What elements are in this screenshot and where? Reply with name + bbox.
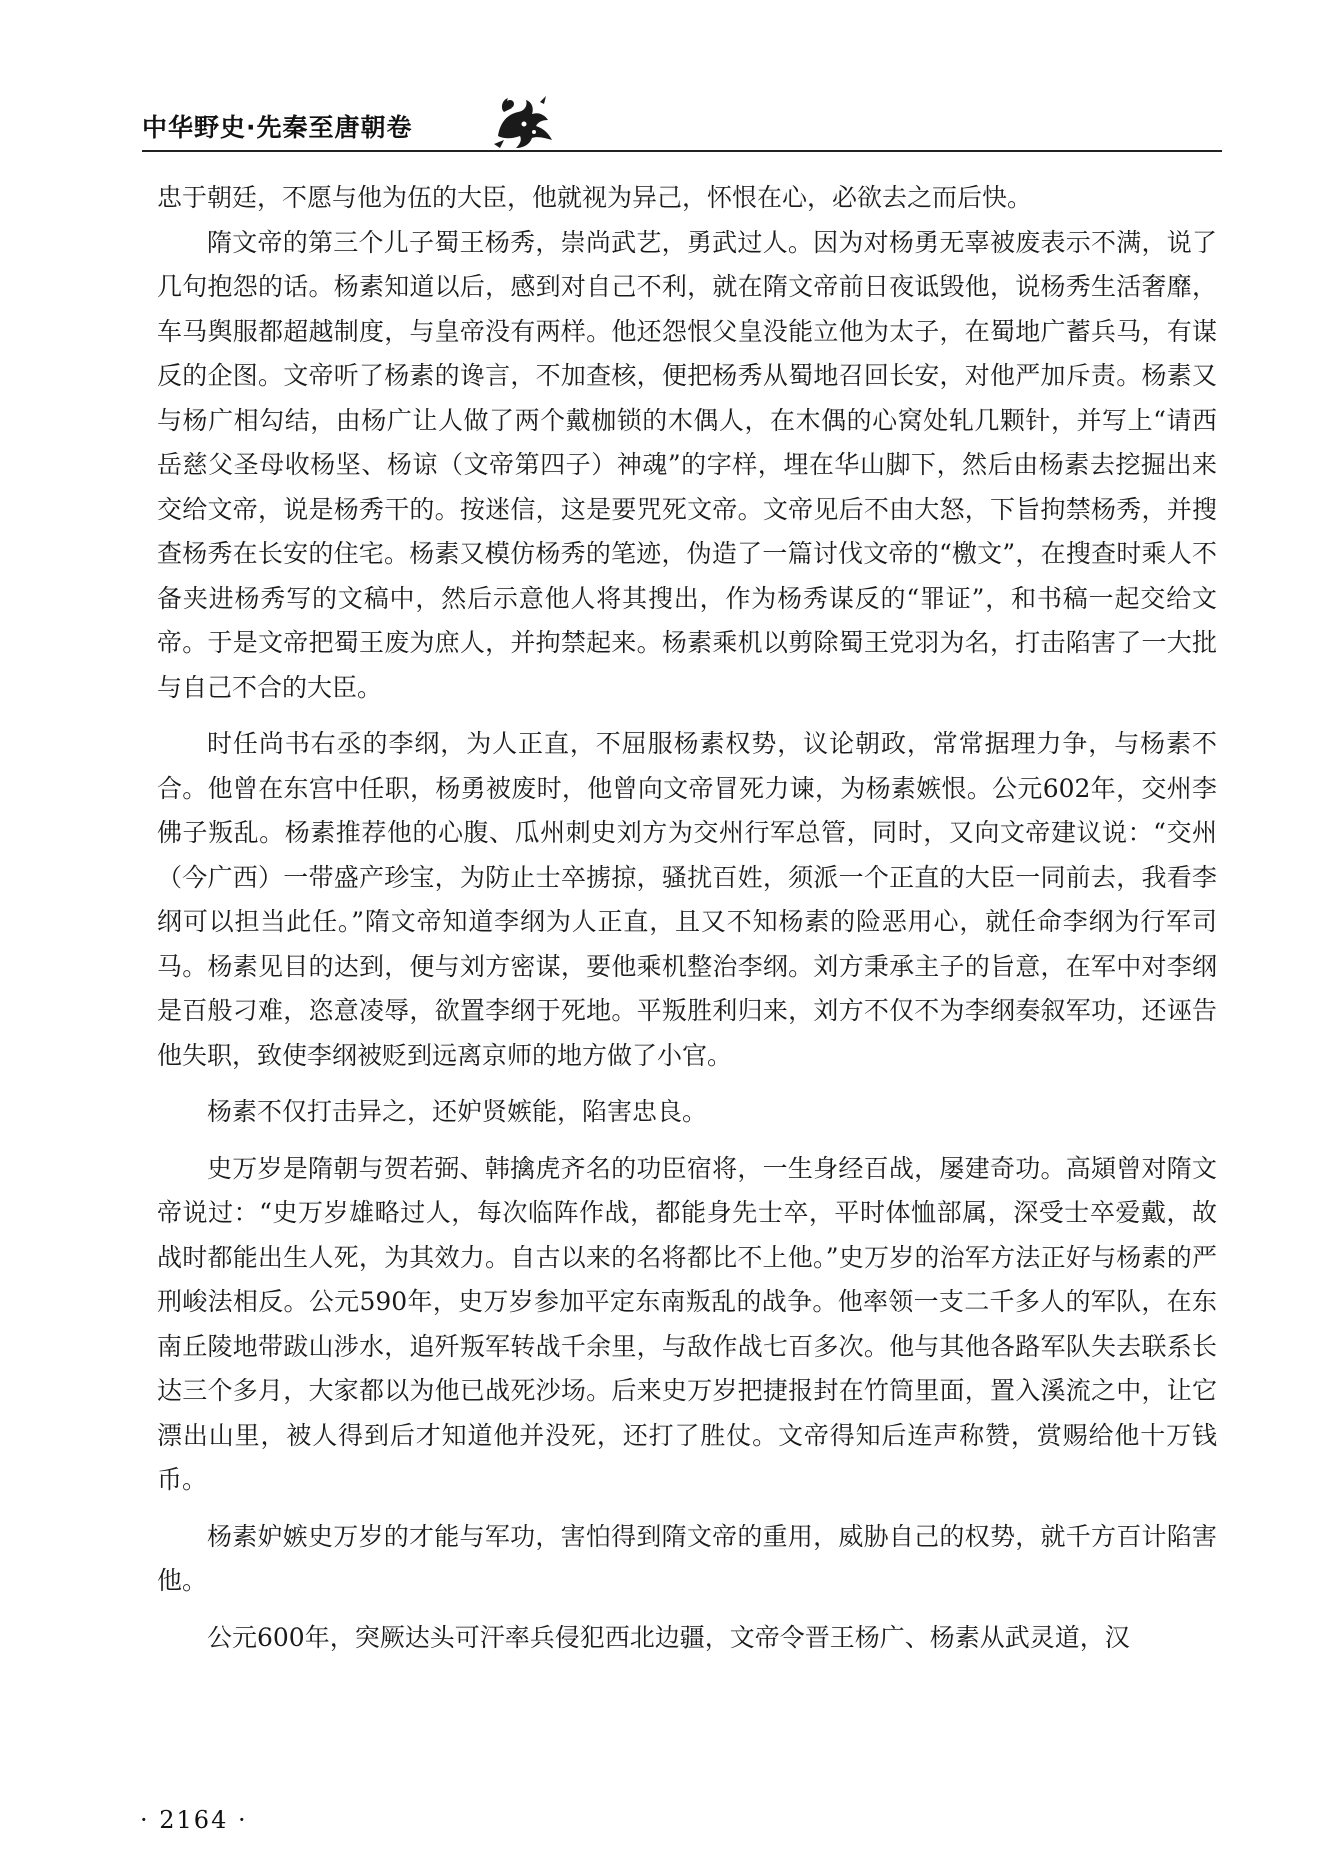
header-divider xyxy=(142,150,1222,152)
paragraph-jealousy: 杨素妒嫉史万岁的才能与军功，害怕得到隋文帝的重用，威胁自己的权势，就千方百计陷害他。 xyxy=(157,1521,1217,1595)
book-title: 中华野史·先秦至唐朝卷 xyxy=(142,113,413,142)
dragon-emblem-icon xyxy=(490,92,560,152)
paragraph-yang-xiu: 隋文帝的第三个儿子蜀王杨秀，崇尚武艺，勇武过人。因为对杨勇无辜被废表示不满，说了几句抱怨的话。杨素知道以后，感到对自己不利，就在隋文帝前日夜诋毁他，说杨秀生活奢靡，车马舆服都超越制度，与皇帝没有两样。他还怨恨父皇没能立他为太子，在蜀地广蓄兵马，有谋反的企图。文帝听了杨素的谗言，不加查核，便把杨秀从蜀地召回长安，对他严加斥责。杨素又与杨广相勾结，由杨广让人做了两个戴枷锁的木偶人，在木偶的心窝处轧几颗针，并写上“请西岳慈父圣母收杨坚、杨谅（文帝第四子）神魂”的字样，埋在华山脚下，然后由杨素去挖掘出来交给文帝，说是杨秀干的。按迷信，这是要咒死文帝。文帝见后不由大怒，下旨拘禁杨秀，并搜查杨秀在长安的住宅。杨素又模仿杨秀的笔迹，伪造了一篇讨伐文帝的“檄文”，在搜查时乘人不备夹进杨秀写的文稿中，然后示意他人将其搜出，作为杨秀谋反的“罪证”，和书稿一起交给文帝。于是文帝把蜀王废为庶人，并拘禁起来。杨素乘机以剪除蜀王党羽为名，打击陷害了一大批与自己不合的大臣。 xyxy=(157,227,1217,702)
running-header xyxy=(142,86,1222,158)
paragraph-continuation: 忠于朝廷，不愿与他为伍的大臣，他就视为异己，怀恨在心，必欲去之而后快。 xyxy=(157,183,1033,212)
page-number: · 2164 · xyxy=(140,1806,248,1834)
paragraph-summary: 杨素不仅打击异之，还妒贤嫉能，陷害忠良。 xyxy=(207,1097,708,1126)
article-body xyxy=(157,176,1217,1660)
paragraph-shi-wansui: 史万岁是隋朝与贺若弼、韩擒虎齐名的功臣宿将，一生身经百战，屡建奇功。高熲曾对隋文帝说过：“史万岁雄略过人，每次临阵作战，都能身先士卒，平时体恤部属，深受士卒爱戴，故战时都能出生人死，为其效力。自古以来的名将都比不上他。”史万岁的治军方法正好与杨素的严刑峻法相反。公元590年，史万岁参加平定东南叛乱的战争。他率领一支二千多人的军队，在东南丘陵地带跋山涉水，追歼叛军转战千余里，与敌作战七百多次。他与其他各路军队失去联系长达三个多月，大家都以为他已战死沙场。后来史万岁把捷报封在竹筒里面，置入溪流之中，让它漂出山里，被人得到后才知道他并没死，还打了胜仗。文帝得知后连声称赞，赏赐给他十万钱币。 xyxy=(157,1153,1217,1494)
paragraph-li-gang: 时任尚书右丞的李纲，为人正直，不屈服杨素权势，议论朝政，常常据理力争，与杨素不合。他曾在东宫中任职，杨勇被废时，他曾向文帝冒死力谏，为杨素嫉恨。公元602年，交州李佛子叛乱。杨素推荐他的心腹、瓜州刺史刘方为交州行军总管，同时，又向文帝建议说：“交州（今广西）一带盛产珍宝，为防止士卒掳掠，骚扰百姓，须派一个正直的大臣一同前去，我看李纲可以担当此任。”隋文帝知道李纲为人正直，且又不知杨素的险恶用心，就任命李纲为行军司马。杨素见目的达到，便与刘方密谋，要他乘机整治李纲。刘方秉承主子的旨意，在军中对李纲是百般刁难，恣意凌辱，欲置李纲于死地。平叛胜利归来，刘方不仅不为李纲奏叙军功，还诬告他失职，致使李纲被贬到远离京师的地方做了小官。 xyxy=(157,729,1217,1070)
paragraph-turks: 公元600年，突厥达头可汗率兵侵犯西北边疆，文帝令晋王杨广、杨素从武灵道，汉 xyxy=(207,1622,1130,1652)
